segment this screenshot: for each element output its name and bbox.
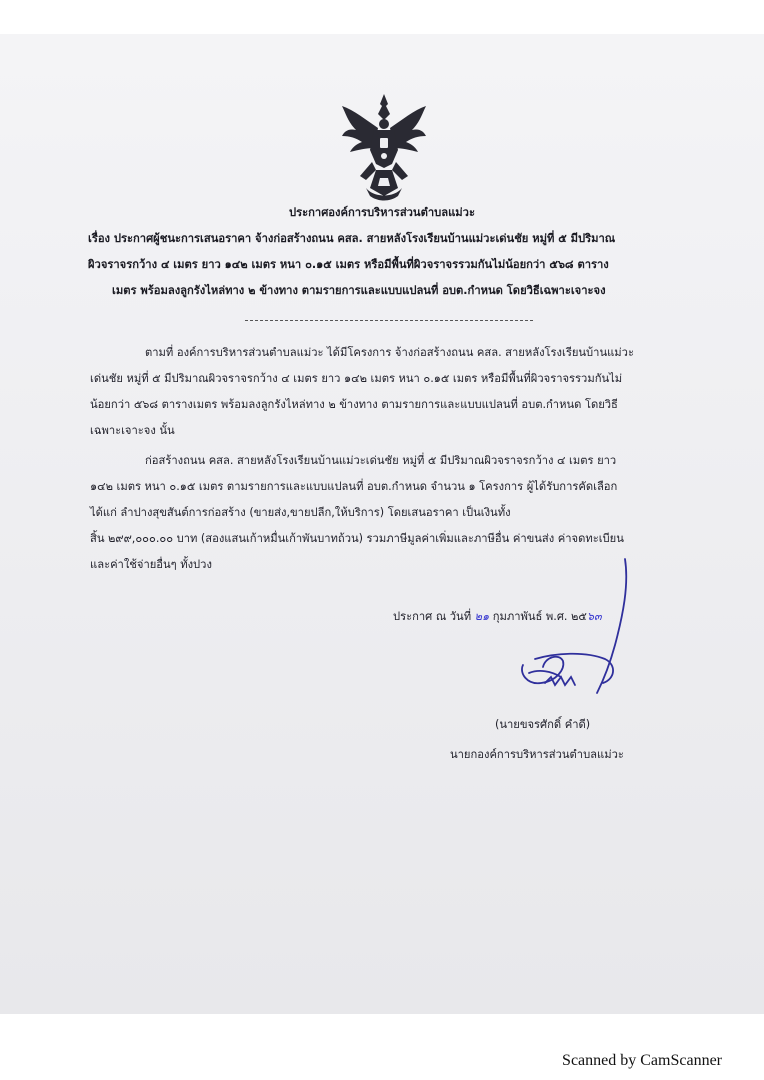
agency-header: ประกาศองค์การบริหารส่วนตำบลแม่วะ (289, 206, 475, 219)
body-text: เฉพาะเจาะจง นั้น (90, 424, 175, 437)
date-suffix: กุมภาพันธ์ พ.ศ. ๒๕ (492, 610, 587, 623)
body-text: เด่นชัย หมู่ที่ ๕ มีปริมาณผิวจราจรกว้าง ๔ เมตร ยาว ๑๔๒ เมตร หนา ๐.๑๕ เมตร หรือมีพื้นที่ผิวจราจรรวมกันไม่ (90, 372, 623, 385)
body-text: สิ้น ๒๙๙,๐๐๐.๐๐ บาท (สองแสนเก้าหมื่นเก้าพันบาทถ้วน) รวมภาษีมูลค่าเพิ่มและภาษีอื่น ค่าขนส่ง ค่าจดทะเบียน (90, 532, 624, 545)
body-text: ๑๔๒ เมตร หนา ๐.๑๕ เมตร ตามรายการและแบบแปลนที่ อบต.กำหนด จำนวน ๑ โครงการ ผู้ได้รับการคัดเลือก (90, 480, 618, 493)
scanner-watermark: Scanned by CamScanner (562, 1052, 722, 1069)
subject-line: ผิวจราจรกว้าง ๔ เมตร ยาว ๑๔๒ เมตร หนา ๐.๑๕ เมตร หรือมีพื้นที่ผิวจราจรรวมกันไม่น้อยกว่า ๕๖๘ ตาราง (88, 258, 609, 271)
body-text: ตามที่ องค์การบริหารส่วนตำบลแม่วะ ได้มีโครงการ จ้างก่อสร้างถนน คสล. สายหลังโรงเรียนบ้านแม่วะ (145, 346, 634, 359)
body-text: ก่อสร้างถนน คสล. สายหลังโรงเรียนบ้านแม่วะเด่นชัย หมู่ที่ ๕ มีปริมาณผิวจราจรกว้าง ๔ เมตร ยาว (145, 454, 617, 467)
divider (245, 320, 533, 321)
subject-line: เรื่อง ประกาศผู้ชนะการเสนอราคา จ้างก่อสร้างถนน คสล. สายหลังโรงเรียนบ้านแม่วะเด่นชัย หมู่ที่ ๕ มีปริมาณ (88, 232, 616, 245)
subject-line: เมตร พร้อมลงลูกรังไหล่ทาง ๒ ข้างทาง ตามรายการและแบบแปลนที่ อบต.กำหนด โดยวิธีเฉพาะเจาะจง (112, 284, 606, 297)
handwritten-signature (505, 555, 665, 715)
date-prefix: ประกาศ ณ วันที่ (393, 610, 472, 623)
date-day-handwritten: ๒๑ (474, 610, 490, 623)
signer-title: นายกองค์การบริหารส่วนตำบลแม่วะ (450, 748, 624, 761)
signer-name: (นายขจรศักดิ์ คำดี) (495, 718, 591, 731)
date-year-handwritten: ๖๓ (586, 610, 602, 623)
body-text: น้อยกว่า ๕๖๘ ตารางเมตร พร้อมลงลูกรังไหล่ทาง ๒ ข้างทาง ตามรายการและแบบแปลนที่ อบต.กำหนด โดยวิธี (90, 398, 618, 411)
body-text: ได้แก่ ลำปางสุขสันต์การก่อสร้าง (ขายส่ง,ขายปลีก,ให้บริการ) โดยเสนอราคา เป็นเงินทั้ง (90, 506, 511, 519)
garuda-emblem-icon (336, 92, 432, 204)
body-text: และค่าใช้จ่ายอื่นๆ ทั้งปวง (90, 558, 212, 571)
